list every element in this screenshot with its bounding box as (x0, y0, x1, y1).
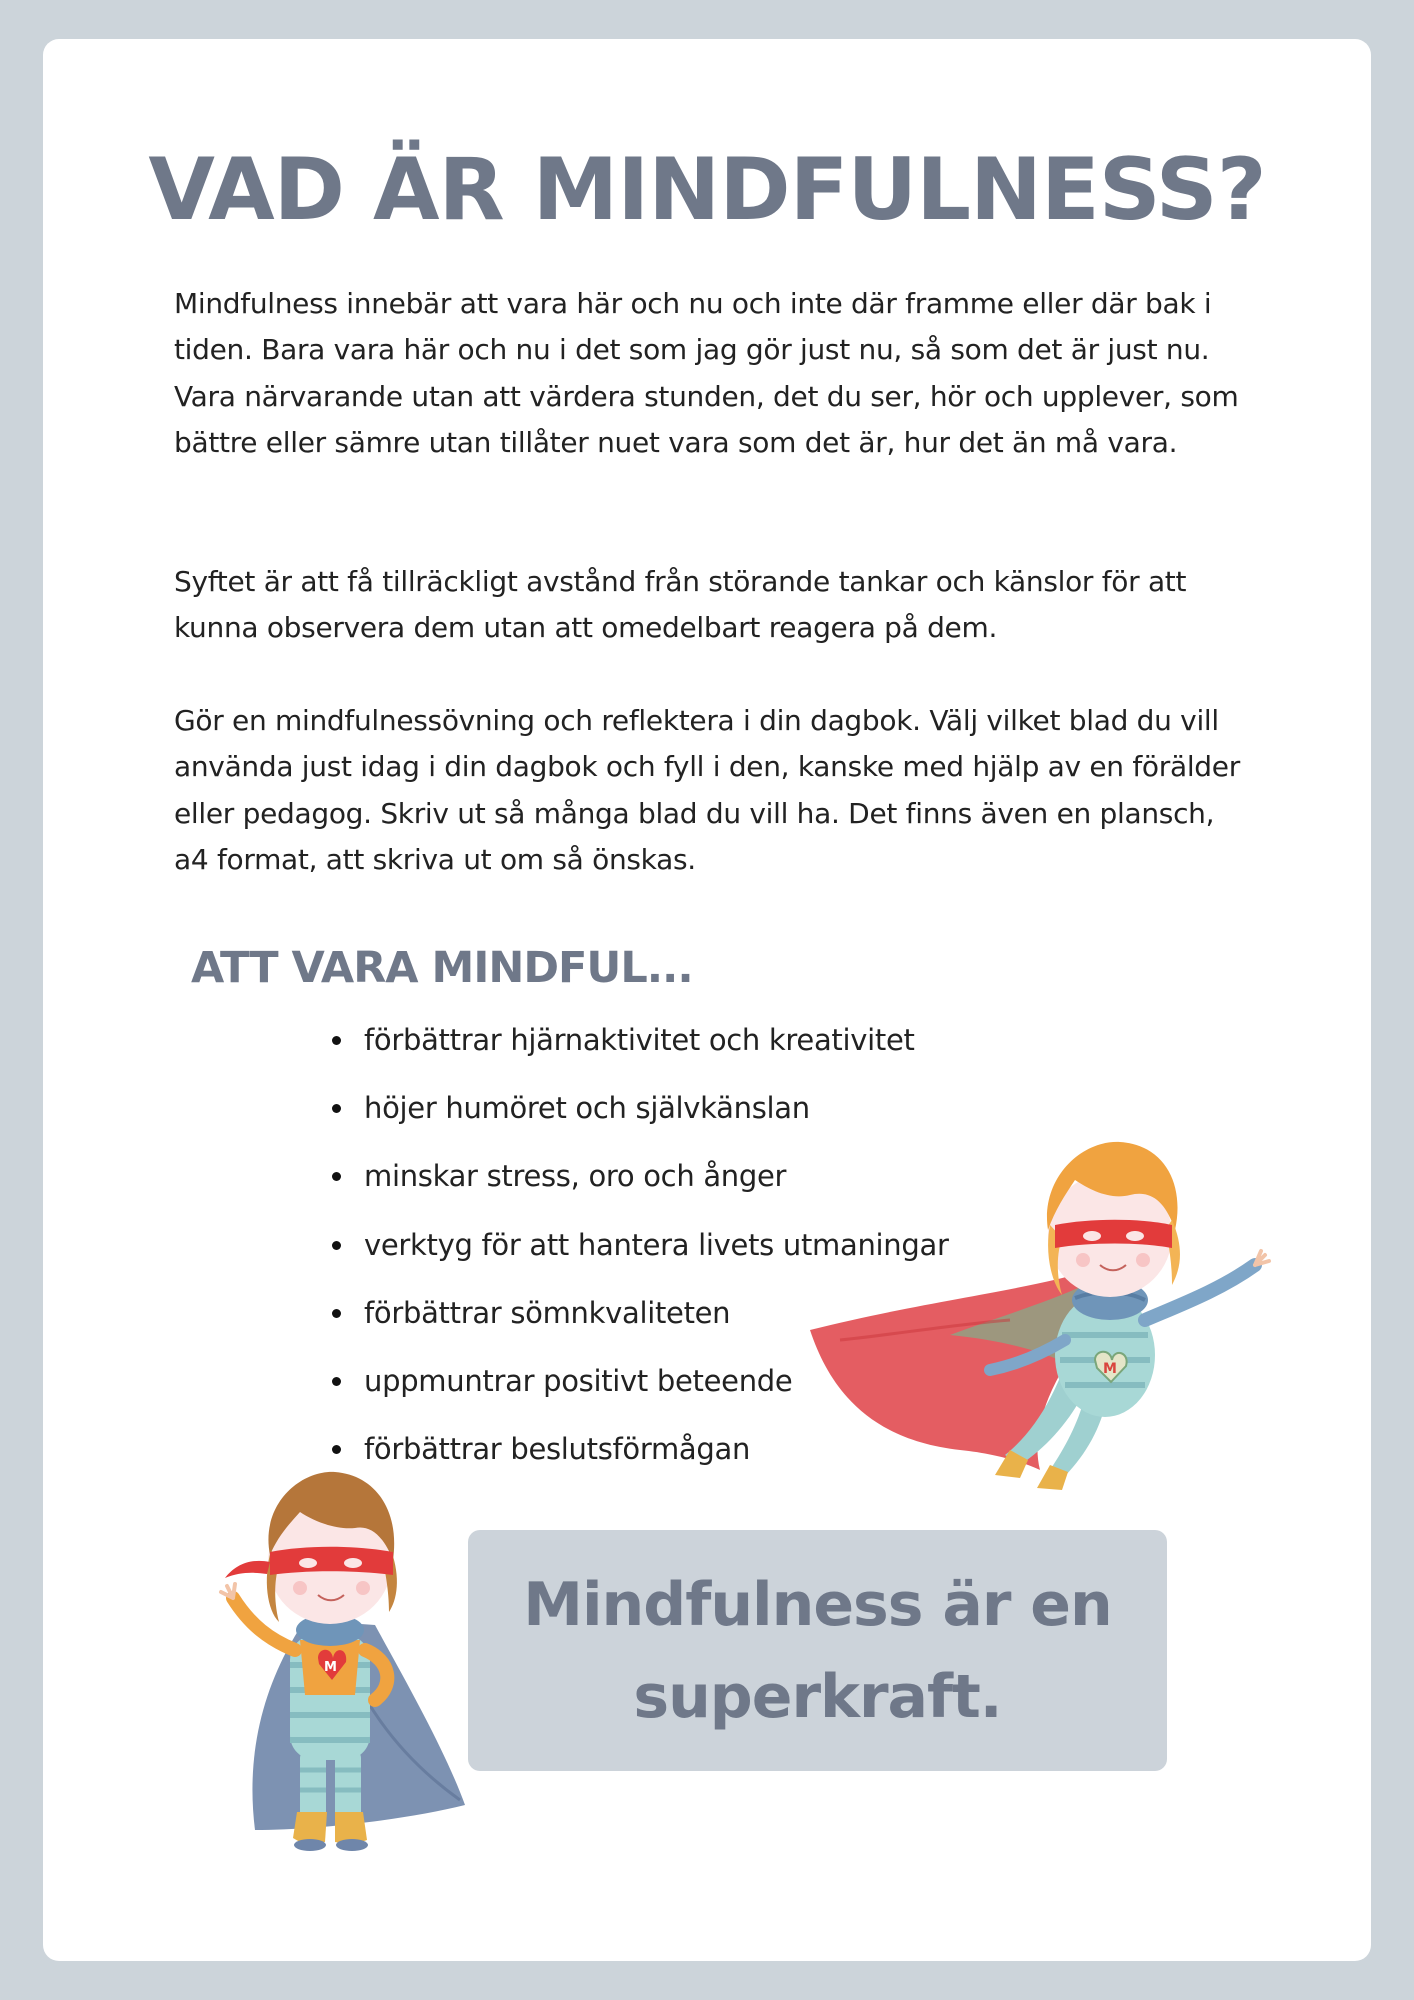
benefit-text: höjer humöret och självkänslan (364, 1091, 810, 1126)
benefit-text: förbättrar beslutsförmågan (364, 1432, 751, 1467)
callout-line-1: Mindfulness är en (523, 1569, 1112, 1640)
purpose-paragraph: Syftet är att få tillräckligt avstånd från störande tankar och känslor för att kunna observera dem utan att omedelbart reagera på dem. (174, 565, 1187, 645)
benefit-text: minskar stress, oro och ånger (364, 1159, 787, 1194)
benefit-text: förbättrar hjärnaktivitet och kreativitet (364, 1023, 915, 1057)
superpower-callout (468, 1530, 1167, 1771)
flying-superhero-illustration (800, 1120, 1300, 1520)
benefits-heading: ATT VARA MINDFUL... (191, 943, 693, 993)
benefit-text: verktyg för att hantera livets utmaningar (364, 1227, 949, 1262)
bullet-icon (332, 1377, 341, 1386)
callout-text (523, 1559, 1111, 1743)
benefit-item (330, 1016, 949, 1084)
bullet-icon (332, 1309, 341, 1318)
bullet-icon (332, 1036, 341, 1045)
bullet-icon (332, 1241, 341, 1250)
callout-line-2: superkraft. (633, 1661, 1002, 1732)
svg-text:M: M (1103, 1361, 1117, 1377)
svg-text:M: M (324, 1660, 337, 1675)
benefit-text: förbättrar sömnkvaliteten (364, 1295, 731, 1330)
intro-paragraph: Mindfulness innebär att vara här och nu och inte där framme eller där bak i tiden. Bara vara här och nu i det som jag gör just nu, så som det är just nu. Vara närvarande utan att värdera stunden, det du ser, hör och upplever, som bättre eller sämre utan tillåter nuet vara som det är, hur det än må vara. (174, 287, 1239, 460)
page-title: VAD ÄR MINDFULNESS? (148, 140, 1266, 240)
bullet-icon (332, 1172, 341, 1181)
benefit-text: uppmuntrar positivt beteende (364, 1363, 793, 1398)
bullet-icon (332, 1104, 341, 1113)
instructions-paragraph: Gör en mindfulnessövning och reflektera i din dagbok. Välj vilket blad du vill använda just idag i din dagbok och fyll i den, kanske med hjälp av en förälder eller pedagog. Skriv ut så många blad du vill ha. Det finns även en plansch, a4 format, att skriva ut om så önskas. (174, 704, 1240, 877)
